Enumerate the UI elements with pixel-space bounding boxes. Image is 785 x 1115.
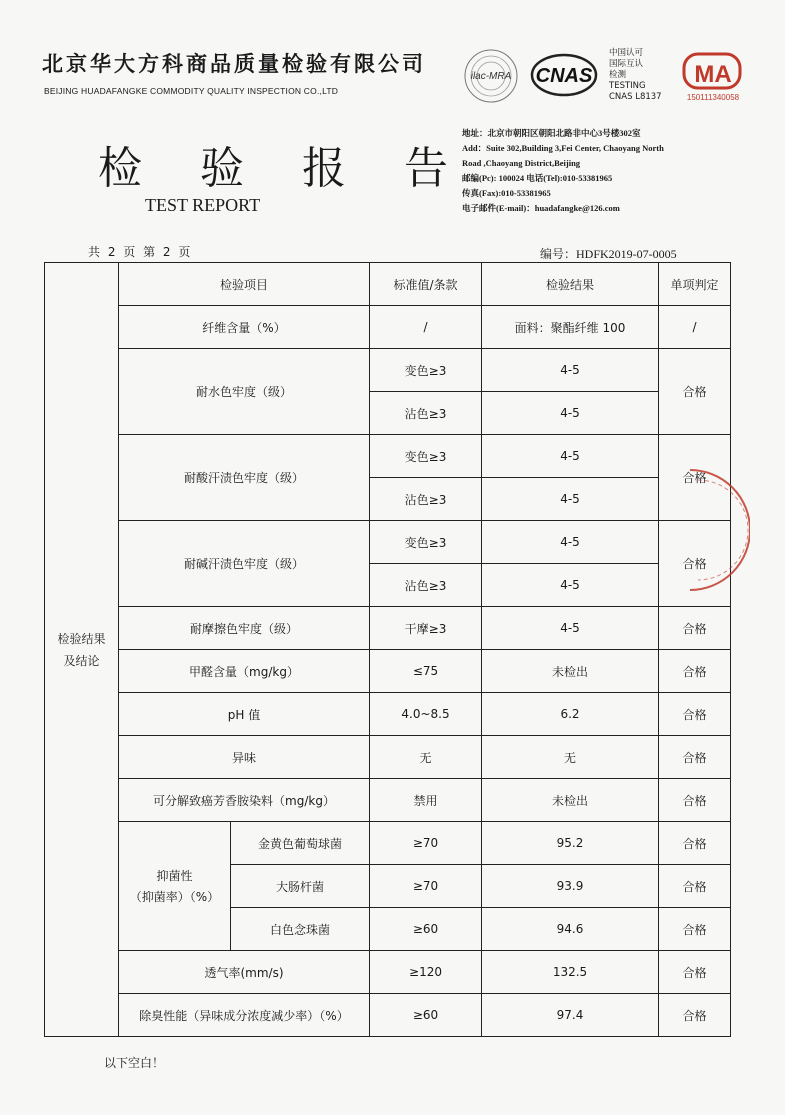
cell-item: 除臭性能（异味成分浓度减少率）（%） [119,994,370,1037]
cell-item: 纤维含量（%） [119,306,370,349]
cell-judge: 合格 [659,822,731,865]
table-row [45,435,731,478]
cell-result: 4-5 [482,435,659,478]
cell-result: 97.4 [482,994,659,1037]
company-name-en: BEIJING HUADAFANGKE COMMODITY QUALITY INSPECTION CO.,LTD [44,86,339,96]
cma-logo [680,52,746,102]
cell-standard: 禁用 [370,779,482,822]
cell-standard: 沾色≥3 [370,478,482,521]
cell-item: 耐酸汗渍色牢度（级） [119,435,370,521]
cell-judge: 合格 [659,908,731,951]
table-row [45,736,731,779]
cell-judge: 合格 [659,736,731,779]
table-row [45,650,731,693]
postcode-phone-line: 邮编(Pc): 100024 电话(Tel):010-53381965 [462,173,613,183]
table-row [45,306,731,349]
cert-line: 检测 [609,70,627,80]
cell-standard: 变色≥3 [370,435,482,478]
cell-standard: 沾色≥3 [370,392,482,435]
header-item: 检验项目 [119,263,370,306]
table-row [45,607,731,650]
cell-result: 6.2 [482,693,659,736]
cell-standard: ≥60 [370,994,482,1037]
cell-standard: 变色≥3 [370,521,482,564]
report-title-en: TEST REPORT [145,195,261,215]
cell-standard: ≥70 [370,865,482,908]
cell-item: 耐碱汗渍色牢度（级） [119,521,370,607]
cell-standard: 变色≥3 [370,349,482,392]
cell-judge: 合格 [659,994,731,1037]
table-row [45,822,731,865]
cell-item-antibacterial [119,822,231,951]
cell-result: 未检出 [482,650,659,693]
inspection-stamp [660,460,750,600]
header-result: 检验结果 [482,263,659,306]
table-header-row [45,263,731,306]
cell-judge: 合格 [659,865,731,908]
cert-line: TESTING [609,81,646,91]
cell-result: 4-5 [482,478,659,521]
ilac-mra-logo [462,48,520,104]
header-judgement: 单项判定 [659,263,731,306]
cell-result: 95.2 [482,822,659,865]
address-block [462,126,732,216]
antibac-line1: 抑菌性 [156,869,193,883]
table-row [45,693,731,736]
cell-judge: 合格 [659,693,731,736]
report-table [44,262,731,1037]
cell-result: 无 [482,736,659,779]
cell-item: 耐水色牢度（级） [119,349,370,435]
cell-judge: / [659,306,731,349]
cell-result: 132.5 [482,951,659,994]
table-row [45,779,731,822]
section-label: 检验结果及结论 [45,263,119,1037]
cell-judge: 合格 [659,607,731,650]
page-info: 共 2 页 第 2 页 [88,245,193,259]
cell-judge: 合格 [659,435,731,521]
cma-logo-text: MA [694,61,732,88]
cell-standard: 4.0~8.5 [370,693,482,736]
cell-result: 4-5 [482,349,659,392]
cell-standard: 无 [370,736,482,779]
email-line: 电子邮件(E-mail)：huadafangke@126.com [462,203,620,213]
address-line: Add：Suite 302,Building 3,Fei Center, Chaoyang North [462,143,664,153]
cell-standard: ≥70 [370,822,482,865]
fax-line: 传真(Fax):010-53381965 [462,188,551,198]
cell-standard: ≥120 [370,951,482,994]
table-row [45,349,731,392]
cell-result: 4-5 [482,564,659,607]
cert-line: 国际互认 [609,59,644,69]
cell-judge: 合格 [659,951,731,994]
header-standard: 标准值/条款 [370,263,482,306]
cell-result: 4-5 [482,521,659,564]
cell-judge: 合格 [659,779,731,822]
cert-line: 中国认可 [609,48,644,58]
company-name-cn: 北京华大方科商品质量检验有限公司 [42,52,426,76]
cell-result: 93.9 [482,865,659,908]
antibac-line2: （抑菌率）（%） [129,890,220,904]
cell-result: 94.6 [482,908,659,951]
cert-line: CNAS L8137 [609,92,662,102]
cell-subitem: 金黄色葡萄球菌 [231,822,370,865]
cell-item: 耐摩擦色牢度（级） [119,607,370,650]
cell-item: 透气率(mm/s) [119,951,370,994]
address-line: Road ,Chaoyang District,Beijing [462,158,581,168]
cell-result: 面料：聚酯纤维 100 [482,306,659,349]
cell-result: 未检出 [482,779,659,822]
cell-standard: 干摩≥3 [370,607,482,650]
cell-standard: / [370,306,482,349]
cnas-logo-text: CNAS [535,65,593,87]
ilac-logo-text: ilac-MRA [470,71,512,82]
cell-standard: 沾色≥3 [370,564,482,607]
cell-item: 异味 [119,736,370,779]
report-number: 编号：HDFK2019-07-0005 [540,247,677,261]
table-row [45,994,731,1037]
cell-item: 可分解致癌芳香胺染料（mg/kg） [119,779,370,822]
table-row [45,951,731,994]
cell-judge: 合格 [659,650,731,693]
cell-judge: 合格 [659,521,731,607]
cma-number: 150111340058 [686,93,740,102]
cnas-logo [530,52,598,98]
address-line: 地址：北京市朝阳区朝阳北路非中心3号楼302室 [462,128,641,138]
report-title-cn: 检 验 报 告 [98,143,470,194]
cell-subitem: 白色念珠菌 [231,908,370,951]
cell-subitem: 大肠杆菌 [231,865,370,908]
table-row [45,521,731,564]
cell-judge: 合格 [659,349,731,435]
cnas-cert-text [609,48,662,103]
cell-standard: ≥60 [370,908,482,951]
cell-item: 甲醛含量（mg/kg） [119,650,370,693]
cell-standard: ≤75 [370,650,482,693]
footer-note: 以下空白！ [104,1056,165,1070]
cell-result: 4-5 [482,392,659,435]
cell-item: pH 值 [119,693,370,736]
cell-result: 4-5 [482,607,659,650]
